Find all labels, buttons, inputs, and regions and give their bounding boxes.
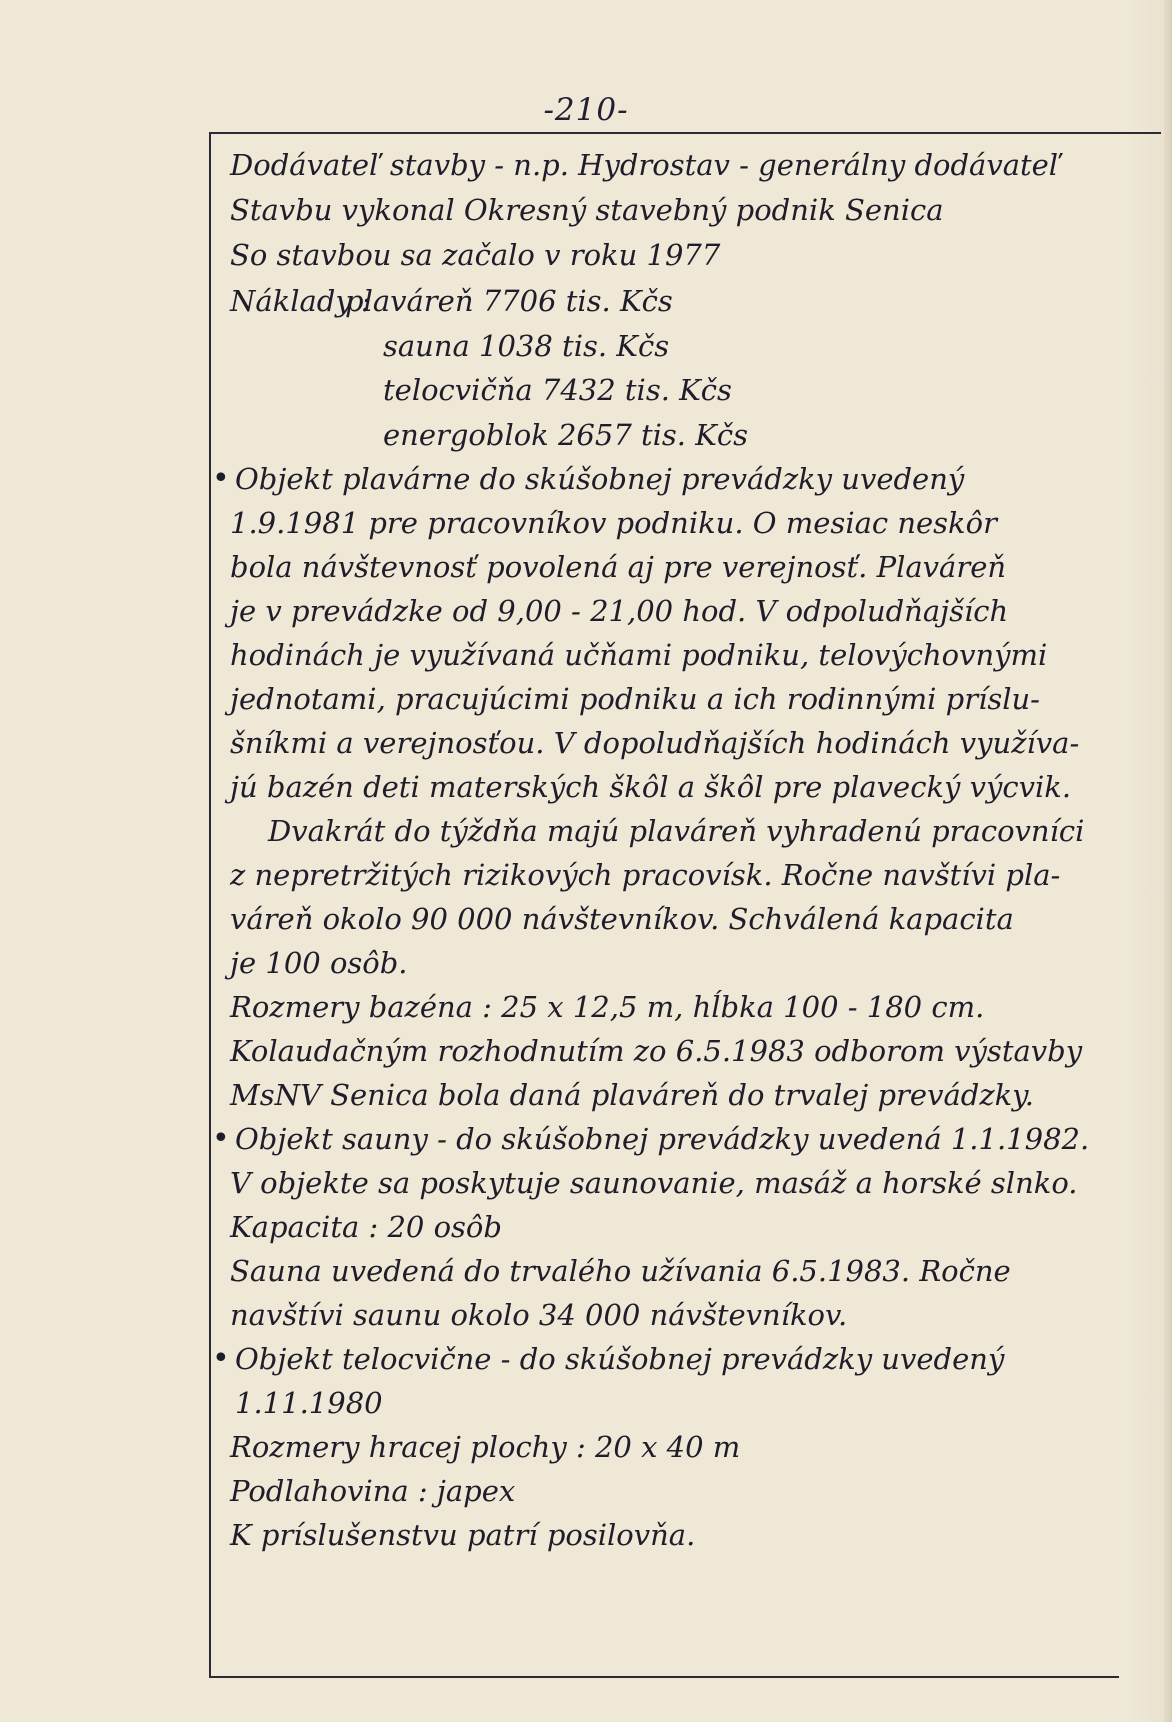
pool-paragraph-line-7: šníkmi a verejnosťou. V dopoludňajších hodinách využíva- bbox=[230, 726, 1080, 760]
pool-paragraph-line-3: bola návštevnosť povolená aj pre verejnosť. Plaváreň bbox=[230, 550, 1007, 584]
page-number: -210- bbox=[543, 92, 629, 128]
pool-paragraph-line-10: z nepretržitých rizikových pracovísk. Ročne navštívi pla- bbox=[230, 858, 1061, 892]
sauna-paragraph-line-2: V objekte sa poskytuje saunovanie, masáž a horské slnko. bbox=[230, 1166, 1078, 1200]
paper-edge bbox=[1164, 0, 1172, 1722]
bullet-gym: • bbox=[212, 1341, 230, 1376]
cost-gym: telocvičňa 7432 tis. Kčs bbox=[383, 373, 732, 407]
costs-label: Náklady : bbox=[230, 284, 371, 318]
pool-paragraph-line-1: Objekt plavárne do skúšobnej prevádzky uvedený bbox=[235, 462, 965, 496]
pool-paragraph-line-9: Dvakrát do týždňa majú plaváreň vyhradenú pracovníci bbox=[268, 814, 1085, 848]
frame-top-line bbox=[1119, 132, 1161, 134]
contractor-line: Dodávateľ stavby - n.p. Hydrostav - generálny dodávateľ bbox=[230, 148, 1061, 182]
cost-energy-block: energoblok 2657 tis. Kčs bbox=[383, 418, 749, 452]
bullet-sauna: • bbox=[212, 1121, 230, 1156]
sauna-paragraph-line-4: navštívi saunu okolo 34 000 návštevníkov. bbox=[230, 1298, 848, 1332]
pool-paragraph-line-5: hodinách je využívaná učňami podniku, telovýchovnými bbox=[230, 638, 1048, 672]
sauna-capacity-line: Kapacita : 20 osôb bbox=[230, 1210, 502, 1244]
pool-paragraph-line-6: jednotami, pracujúcimi podniku a ich rodinnými príslu- bbox=[230, 682, 1040, 716]
pool-dimensions-line: Rozmery bazéna : 25 x 12,5 m, hĺbka 100 - 180 cm. bbox=[230, 990, 985, 1024]
pool-paragraph-line-4: je v prevádzke od 9,00 - 21,00 hod. V odpoludňajších bbox=[230, 594, 1009, 628]
pool-paragraph-line-2: 1.9.1981 pre pracovníkov podniku. O mesiac neskôr bbox=[230, 506, 997, 540]
pool-paragraph-line-8: jú bazén deti materských škôl a škôl pre plavecký výcvik. bbox=[230, 770, 1072, 804]
pool-paragraph-line-12: je 100 osôb. bbox=[230, 946, 408, 980]
cost-sauna: sauna 1038 tis. Kčs bbox=[383, 329, 670, 363]
builder-line: Stavbu vykonal Okresný stavebný podnik Senica bbox=[230, 193, 944, 227]
gym-paragraph-line-1: Objekt telocvične - do skúšobnej prevádzky uvedený bbox=[235, 1342, 1005, 1376]
sauna-paragraph-line-1: Objekt sauny - do skúšobnej prevádzky uvedená 1.1.1982. bbox=[235, 1122, 1090, 1156]
gym-dimensions-line: Rozmery hracej plochy : 20 x 40 m bbox=[230, 1430, 741, 1464]
gym-accessories-line: K príslušenstvu patrí posilovňa. bbox=[230, 1518, 696, 1552]
sauna-paragraph-line-3: Sauna uvedená do trvalého užívania 6.5.1983. Ročne bbox=[230, 1254, 1011, 1288]
bullet-pool: • bbox=[212, 461, 230, 496]
pool-paragraph-line-11: váreň okolo 90 000 návštevníkov. Schválená kapacita bbox=[230, 902, 1014, 936]
construction-start-line: So stavbou sa začalo v roku 1977 bbox=[230, 238, 721, 272]
gym-flooring-line: Podlahovina : japex bbox=[230, 1474, 516, 1508]
handwritten-text-block bbox=[212, 147, 1130, 1647]
cost-swimming-pool: plaváreň 7706 tis. Kčs bbox=[345, 284, 673, 318]
gym-date-line: 1.11.1980 bbox=[235, 1386, 383, 1420]
approval-line-2: MsNV Senica bola daná plaváreň do trvalej prevádzky. bbox=[230, 1078, 1034, 1112]
approval-line-1: Kolaudačným rozhodnutím zo 6.5.1983 odborom výstavby bbox=[230, 1034, 1083, 1068]
